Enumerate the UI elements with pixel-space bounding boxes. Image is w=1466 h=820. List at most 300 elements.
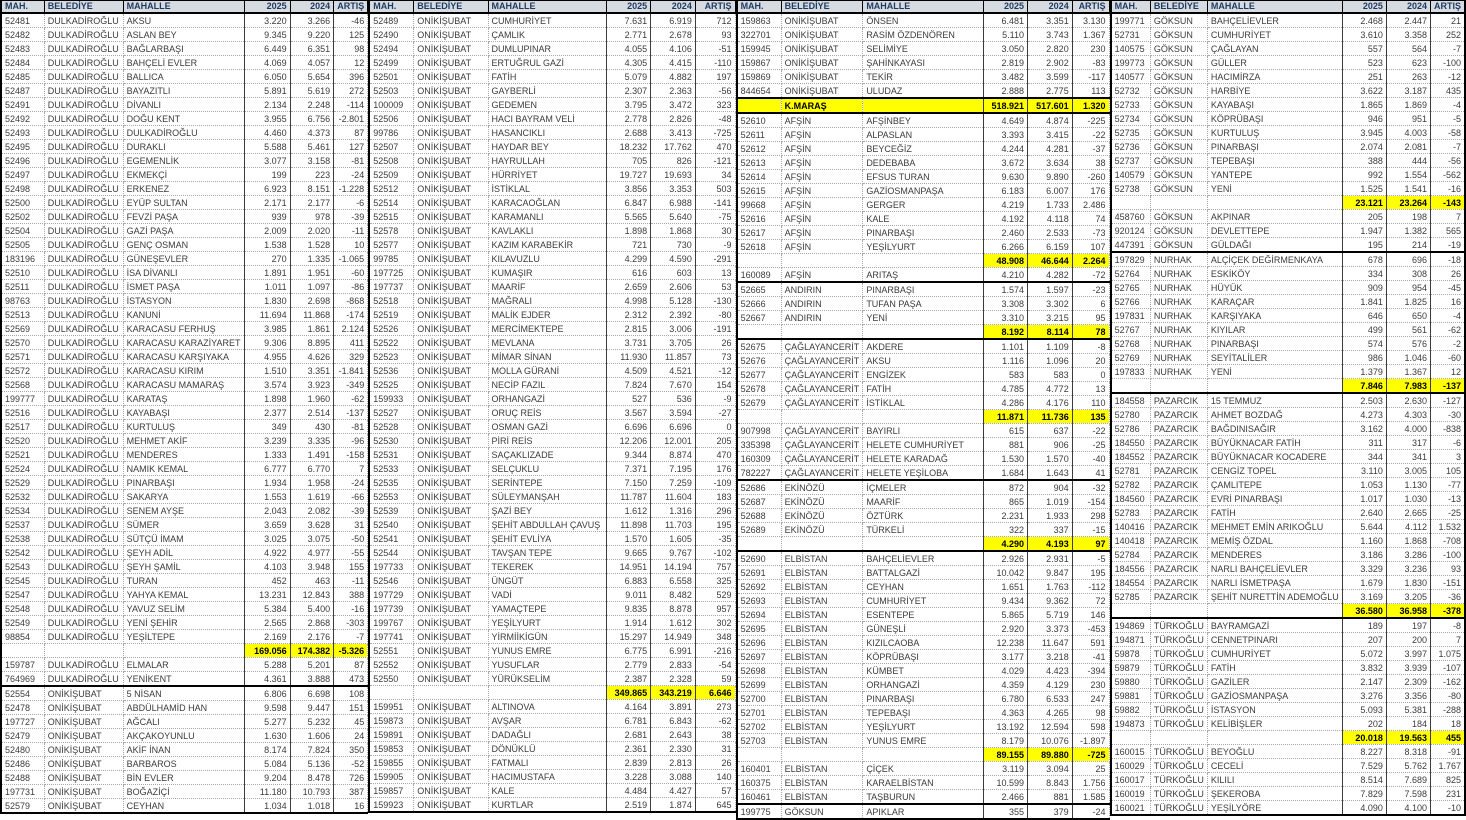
mahalle-name[interactable]: KALE	[863, 212, 984, 226]
value-2024[interactable]: 19.563	[1386, 731, 1430, 745]
mah-code[interactable]: 52491	[1, 98, 44, 112]
value-2024[interactable]: 9.890	[1028, 170, 1073, 184]
artis-value[interactable]: -453	[1072, 622, 1109, 636]
value-2025[interactable]: 251	[1342, 70, 1386, 84]
belediye-name[interactable]	[781, 537, 863, 552]
value-2024[interactable]: 89.880	[1028, 748, 1073, 762]
belediye-name[interactable]: ONİKİŞUBAT	[414, 672, 488, 686]
value-2025[interactable]: 388	[1342, 154, 1386, 168]
value-2025[interactable]: 195	[1342, 238, 1386, 253]
mahalle-name[interactable]	[863, 254, 984, 268]
mahalle-name[interactable]: GEDEMEN	[488, 98, 607, 112]
value-2024[interactable]: 4.129	[1028, 678, 1073, 692]
belediye-name[interactable]	[1150, 379, 1207, 394]
value-2024[interactable]: 11.647	[1028, 636, 1073, 650]
belediye-name[interactable]	[414, 686, 488, 700]
mahalle-name[interactable]: ORHANGAZİ	[488, 392, 607, 406]
mahalle-name[interactable]	[863, 325, 984, 340]
belediye-name[interactable]: ONİKİŞUBAT	[44, 686, 123, 701]
value-2025[interactable]: 1.525	[1342, 182, 1386, 196]
artis-value[interactable]: 273	[695, 700, 735, 714]
belediye-name[interactable]: ONİKİŞUBAT	[414, 42, 488, 56]
col-header-mahalle[interactable]: MAHALLE	[1207, 1, 1342, 14]
value-2025[interactable]: 11.787	[607, 490, 651, 504]
artis-value[interactable]: -62	[334, 392, 368, 406]
belediye-name[interactable]: DULKADİROĞLU	[44, 406, 123, 420]
value-2025[interactable]: 4.286	[984, 396, 1028, 410]
col-header-mahalle[interactable]: MAHALLE	[123, 1, 244, 14]
value-2025[interactable]: 3.220	[244, 13, 290, 28]
value-2025[interactable]: 6.781	[607, 714, 651, 728]
mahalle-name[interactable]: ARITAŞ	[863, 268, 984, 283]
value-2024[interactable]: 3.215	[1028, 311, 1073, 325]
mah-code[interactable]: 160401	[737, 762, 782, 776]
mahalle-name[interactable]: KARAÇAR	[1207, 295, 1342, 309]
mahalle-name[interactable]: KILAVUZLU	[488, 252, 607, 266]
value-2024[interactable]: 4.000	[1386, 422, 1430, 436]
mah-code[interactable]: 52542	[1, 546, 44, 560]
mahalle-name[interactable]: YENİ	[1207, 365, 1342, 379]
artis-value[interactable]: -12	[695, 364, 735, 378]
mahalle-name[interactable]: ŞEHİT EVLİYA	[488, 532, 607, 546]
value-2025[interactable]: 1.898	[607, 224, 651, 238]
value-2025[interactable]: 5.084	[244, 757, 290, 771]
mah-code[interactable]: 52518	[369, 294, 414, 308]
mah-code[interactable]: 52678	[737, 382, 782, 396]
belediye-name[interactable]: ONİKİŞUBAT	[44, 701, 123, 715]
mah-code[interactable]: 52534	[1, 504, 44, 518]
mahalle-name[interactable]: PINARBAŞI	[863, 282, 984, 297]
mahalle-name[interactable]: YÜRÜKSELİM	[488, 672, 607, 686]
mah-code[interactable]: 159905	[369, 770, 414, 784]
mahalle-name[interactable]: YENİ	[863, 311, 984, 325]
artis-value[interactable]: -143	[1430, 196, 1465, 210]
value-2024[interactable]: 1.096	[1028, 354, 1073, 368]
belediye-name[interactable]: PAZARCIK	[1150, 506, 1207, 520]
value-2024[interactable]: 4.003	[1386, 126, 1430, 140]
value-2024[interactable]: 2.081	[1386, 140, 1430, 154]
artis-value[interactable]: -54	[695, 658, 735, 672]
col-header-mah[interactable]: MAH.	[1, 1, 44, 14]
mah-code[interactable]: 52610	[737, 113, 782, 128]
mahalle-name[interactable]: FEVZİ PAŞA	[123, 210, 244, 224]
mahalle-name[interactable]: MAARİF	[863, 495, 984, 509]
mah-code[interactable]: 52735	[1111, 126, 1151, 140]
mahalle-name[interactable]: BİN EVLER	[123, 771, 244, 785]
value-2024[interactable]: 8.895	[290, 336, 334, 350]
mahalle-name[interactable]: YEŞİLYÖRE	[1207, 801, 1342, 816]
value-2024[interactable]: 4.977	[290, 546, 334, 560]
mah-code[interactable]: 52765	[1111, 281, 1151, 295]
value-2025[interactable]: 1.841	[1342, 295, 1386, 309]
mahalle-name[interactable]: HACIMUSTAFA	[488, 770, 607, 784]
belediye-name[interactable]: ONİKİŞUBAT	[414, 742, 488, 756]
mahalle-name[interactable]: GAZİOSMANPAŞA	[863, 184, 984, 198]
artis-value[interactable]: 18	[1430, 717, 1465, 731]
value-2025[interactable]: 344	[1342, 450, 1386, 464]
value-2025[interactable]: 9.835	[607, 602, 651, 616]
value-2025[interactable]: 5.891	[244, 84, 290, 98]
artis-value[interactable]: -75	[695, 210, 735, 224]
value-2025[interactable]: 3.177	[984, 650, 1028, 664]
mah-code[interactable]: 447391	[1111, 238, 1151, 253]
artis-value[interactable]: -225	[1072, 113, 1109, 128]
value-2025[interactable]: 3.610	[1342, 28, 1386, 42]
value-2024[interactable]: 3.205	[1386, 590, 1430, 604]
value-2024[interactable]: 6.919	[651, 13, 696, 28]
value-2025[interactable]: 865	[984, 495, 1028, 509]
value-2024[interactable]: 7.598	[1386, 787, 1430, 801]
artis-value[interactable]: 1.532	[1430, 520, 1465, 534]
artis-value[interactable]: 26	[695, 336, 735, 350]
mahalle-name[interactable]: HAYRULLAH	[488, 154, 607, 168]
belediye-name[interactable]: ONİKİŞUBAT	[414, 70, 488, 84]
mahalle-name[interactable]: ERKENEZ	[123, 182, 244, 196]
value-2024[interactable]: 9.767	[651, 546, 696, 560]
belediye-name[interactable]: DULKADİROĞLU	[44, 308, 123, 322]
mah-code[interactable]: 52764	[1111, 267, 1151, 281]
artis-value[interactable]: -51	[695, 42, 735, 56]
belediye-name[interactable]: DULKADİROĞLU	[44, 28, 123, 42]
value-2025[interactable]: 13.192	[984, 720, 1028, 734]
artis-value[interactable]: -158	[334, 448, 368, 462]
artis-value[interactable]: -1.841	[334, 364, 368, 378]
artis-value[interactable]: -52	[334, 757, 368, 771]
mah-code[interactable]: 52514	[369, 196, 414, 210]
artis-value[interactable]: -7	[334, 630, 368, 644]
mahalle-name[interactable]: OSMAN GAZİ	[488, 420, 607, 434]
value-2025[interactable]: 4.069	[244, 56, 290, 70]
mah-code[interactable]: 52614	[737, 170, 782, 184]
mah-code[interactable]: 52522	[369, 336, 414, 350]
mah-code[interactable]: 199773	[1111, 56, 1151, 70]
mah-code[interactable]: 52766	[1111, 295, 1151, 309]
belediye-name[interactable]: TÜRKOĞLU	[1150, 633, 1207, 647]
artis-value[interactable]: -2	[1430, 337, 1465, 351]
value-2025[interactable]: 3.310	[984, 311, 1028, 325]
value-2024[interactable]: 2.606	[651, 280, 696, 294]
mah-code[interactable]: 52690	[737, 551, 782, 566]
mahalle-name[interactable]: MAĞRALI	[488, 294, 607, 308]
mah-code[interactable]	[737, 98, 782, 113]
mahalle-name[interactable]: KAYABAŞI	[123, 406, 244, 420]
artis-value[interactable]: 140	[695, 770, 735, 784]
mah-code[interactable]: 52492	[1, 112, 44, 126]
value-2025[interactable]: 1.679	[1342, 576, 1386, 590]
mahalle-name[interactable]: KÜMBET	[863, 664, 984, 678]
mah-code[interactable]: 52665	[737, 282, 782, 297]
value-2024[interactable]: 7.670	[651, 378, 696, 392]
value-2024[interactable]: 4.590	[651, 252, 696, 266]
value-2025[interactable]: 1.333	[244, 448, 290, 462]
belediye-name[interactable]: ONİKİŞUBAT	[414, 84, 488, 98]
mah-code[interactable]: 52515	[369, 210, 414, 224]
mahalle-name[interactable]: YUNUS EMRE	[488, 644, 607, 658]
value-2024[interactable]: 3.415	[1028, 128, 1073, 142]
mahalle-name[interactable]: AHMET BOZDAĞ	[1207, 408, 1342, 422]
mahalle-name[interactable]: GENÇ OSMAN	[123, 238, 244, 252]
mahalle-name[interactable]: ESENTEPE	[863, 608, 984, 622]
value-2024[interactable]: 8.478	[290, 771, 334, 785]
artis-value[interactable]: -32	[1072, 480, 1109, 495]
mah-code[interactable]: 52613	[737, 156, 782, 170]
mah-code[interactable]: 52524	[1, 462, 44, 476]
value-2024[interactable]: 14.194	[651, 560, 696, 574]
value-2024[interactable]: 3.088	[651, 770, 696, 784]
mahalle-name[interactable]: YEŞİLYURT	[488, 616, 607, 630]
artis-value[interactable]: -72	[1072, 268, 1109, 283]
artis-value[interactable]: 110	[1072, 396, 1109, 410]
value-2024[interactable]: 1.733	[1028, 198, 1073, 212]
mahalle-name[interactable]: ABDÜLHAMİD HAN	[123, 701, 244, 715]
value-2024[interactable]: 2.931	[1028, 551, 1073, 566]
value-2025[interactable]: 678	[1342, 252, 1386, 267]
mahalle-name[interactable]: TAŞBURUN	[863, 790, 984, 805]
artis-value[interactable]: -73	[1072, 226, 1109, 240]
value-2025[interactable]: 3.856	[607, 182, 651, 196]
mah-code[interactable]: 52526	[369, 322, 414, 336]
value-2024[interactable]: 3.939	[1386, 661, 1430, 675]
value-2025[interactable]: 2.460	[984, 226, 1028, 240]
value-2025[interactable]: 2.815	[607, 322, 651, 336]
belediye-name[interactable]: ELBİSTAN	[781, 734, 863, 748]
mah-code[interactable]: 140577	[1111, 70, 1151, 84]
mah-code[interactable]: 52676	[737, 354, 782, 368]
artis-value[interactable]: -349	[334, 378, 368, 392]
belediye-name[interactable]: ONİKİŞUBAT	[414, 182, 488, 196]
value-2025[interactable]: 3.945	[1342, 126, 1386, 140]
value-2025[interactable]: 8.179	[984, 734, 1028, 748]
value-2024[interactable]: 536	[651, 392, 696, 406]
mahalle-name[interactable]: ULUDAZ	[863, 84, 984, 99]
mahalle-name[interactable]: EKMEKÇİ	[123, 168, 244, 182]
artis-value[interactable]: 25	[1072, 762, 1109, 776]
mahalle-name[interactable]	[1207, 604, 1342, 619]
value-2024[interactable]: 1.030	[1386, 492, 1430, 506]
belediye-name[interactable]: TÜRKOĞLU	[1150, 618, 1207, 633]
mah-code[interactable]: 52701	[737, 706, 782, 720]
value-2024[interactable]: 2.248	[290, 98, 334, 112]
value-2024[interactable]: 3.351	[1028, 13, 1073, 28]
artis-value[interactable]: -109	[695, 476, 735, 490]
value-2025[interactable]: 4.359	[984, 678, 1028, 692]
value-2024[interactable]: 9.362	[1028, 594, 1073, 608]
value-2025[interactable]: 3.186	[1342, 548, 1386, 562]
artis-value[interactable]: 98	[334, 42, 368, 56]
belediye-name[interactable]: AFŞİN	[781, 170, 863, 184]
belediye-name[interactable]: NURHAK	[1150, 323, 1207, 337]
value-2024[interactable]: 5.654	[290, 70, 334, 84]
value-2025[interactable]: 19.727	[607, 168, 651, 182]
mah-code[interactable]: 52486	[1, 757, 44, 771]
value-2025[interactable]: 8.227	[1342, 745, 1386, 759]
artis-value[interactable]: -60	[1430, 351, 1465, 365]
value-2024[interactable]: 3.743	[1028, 28, 1073, 42]
artis-value[interactable]: 13	[695, 266, 735, 280]
mah-code[interactable]: 100009	[369, 98, 414, 112]
artis-value[interactable]: 107	[1072, 240, 1109, 254]
value-2025[interactable]: 3.795	[607, 98, 651, 112]
value-2025[interactable]: 1.830	[244, 294, 290, 308]
value-2024[interactable]: 5.136	[290, 757, 334, 771]
artis-value[interactable]: 0	[695, 420, 735, 434]
mah-code[interactable]: 52675	[737, 339, 782, 354]
value-2024[interactable]: 4.265	[1028, 706, 1073, 720]
mahalle-name[interactable]: BAĞLARBAŞI	[123, 42, 244, 56]
belediye-name[interactable]: AFŞİN	[781, 268, 863, 283]
value-2025[interactable]: 2.377	[244, 406, 290, 420]
value-2025[interactable]: 6.780	[984, 692, 1028, 706]
value-2025[interactable]: 3.329	[1342, 562, 1386, 576]
mah-code[interactable]: 907998	[737, 424, 782, 438]
value-2025[interactable]: 2.779	[607, 658, 651, 672]
mahalle-name[interactable]: SÜLEYMANŞAH	[488, 490, 607, 504]
value-2025[interactable]: 5.277	[244, 715, 290, 729]
value-2025[interactable]: 583	[984, 368, 1028, 382]
belediye-name[interactable]: PAZARCIK	[1150, 450, 1207, 464]
mahalle-name[interactable]: KÖPRÜBAŞI	[863, 650, 984, 664]
mahalle-name[interactable]: RASİM ÖZDENÖREN	[863, 28, 984, 42]
value-2024[interactable]: 696	[1386, 252, 1430, 267]
artis-value[interactable]: -39	[334, 210, 368, 224]
mah-code[interactable]: 52577	[369, 238, 414, 252]
mahalle-name[interactable]: FATİH	[1207, 506, 1342, 520]
mah-code[interactable]: 159787	[1, 658, 44, 672]
value-2025[interactable]: 872	[984, 480, 1028, 495]
value-2024[interactable]: 2.678	[651, 28, 696, 42]
belediye-name[interactable]: DULKADİROĞLU	[44, 322, 123, 336]
artis-value[interactable]: 329	[334, 350, 368, 364]
artis-value[interactable]: -11	[334, 224, 368, 238]
artis-value[interactable]: 135	[1072, 410, 1109, 424]
artis-value[interactable]: 12	[1430, 365, 1465, 379]
col-header-belediye[interactable]: BELEDİYE	[1150, 1, 1207, 14]
value-2024[interactable]: 1.316	[651, 504, 696, 518]
value-2025[interactable]: 909	[1342, 281, 1386, 295]
mahalle-name[interactable]: SAKARYA	[123, 490, 244, 504]
mah-code[interactable]: 52540	[369, 518, 414, 532]
value-2024[interactable]: 8.151	[290, 182, 334, 196]
value-2024[interactable]: 1.554	[1386, 168, 1430, 182]
belediye-name[interactable]: GÖKSUN	[1150, 224, 1207, 238]
value-2025[interactable]: 10.042	[984, 566, 1028, 580]
value-2024[interactable]: 3.599	[1028, 70, 1073, 84]
belediye-name[interactable]: ONİKİŞUBAT	[414, 154, 488, 168]
col-header-artis[interactable]: ARTIŞ	[1430, 1, 1465, 14]
belediye-name[interactable]: TÜRKOĞLU	[1150, 801, 1207, 816]
belediye-name[interactable]: TÜRKOĞLU	[1150, 689, 1207, 703]
value-2024[interactable]: 1.825	[1386, 295, 1430, 309]
mah-code[interactable]	[369, 686, 414, 700]
artis-value[interactable]: -725	[695, 126, 735, 140]
value-2024[interactable]: 2.820	[1028, 42, 1073, 56]
value-2025[interactable]: 48.908	[984, 254, 1028, 268]
mah-code[interactable]: 52508	[369, 154, 414, 168]
mah-code[interactable]: 844654	[737, 84, 782, 99]
value-2025[interactable]: 616	[607, 266, 651, 280]
artis-value[interactable]: 13	[1072, 382, 1109, 396]
mah-code[interactable]	[1111, 196, 1151, 210]
value-2025[interactable]: 2.361	[607, 742, 651, 756]
belediye-name[interactable]: ONİKİŞUBAT	[414, 350, 488, 364]
mahalle-name[interactable]: MEMİŞ ÖZDAL	[1207, 534, 1342, 548]
mah-code[interactable]: 458760	[1111, 210, 1151, 224]
belediye-name[interactable]: PAZARCIK	[1150, 464, 1207, 478]
belediye-name[interactable]: ONİKİŞUBAT	[414, 504, 488, 518]
belediye-name[interactable]: DULKADİROĞLU	[44, 658, 123, 672]
belediye-name[interactable]: ANDIRIN	[781, 282, 863, 297]
mahalle-name[interactable]: 15 TEMMUZ	[1207, 393, 1342, 408]
artis-value[interactable]: 6	[1072, 297, 1109, 311]
value-2025[interactable]: 557	[1342, 42, 1386, 56]
artis-value[interactable]: -1.228	[334, 182, 368, 196]
mah-code[interactable]: 52782	[1111, 478, 1151, 492]
belediye-name[interactable]: ÇAĞLAYANCERİT	[781, 382, 863, 396]
col-header-artis[interactable]: ARTIŞ	[695, 1, 735, 14]
artis-value[interactable]: 598	[1072, 720, 1109, 734]
mah-code[interactable]: 52484	[1, 56, 44, 70]
mahalle-name[interactable]: YENİ	[1207, 182, 1342, 196]
belediye-name[interactable]: GÖKSUN	[1150, 168, 1207, 182]
mah-code[interactable]: 52489	[369, 13, 414, 28]
artis-value[interactable]: -1.897	[1072, 734, 1109, 748]
belediye-name[interactable]: GÖKSUN	[1150, 182, 1207, 196]
value-2024[interactable]: 8.482	[651, 588, 696, 602]
belediye-name[interactable]: ONİKİŞUBAT	[414, 798, 488, 813]
belediye-name[interactable]: DULKADİROĞLU	[44, 13, 123, 28]
mah-code[interactable]: 159853	[369, 742, 414, 756]
value-2025[interactable]: 3.308	[984, 297, 1028, 311]
belediye-name[interactable]: ONİKİŞUBAT	[414, 140, 488, 154]
mahalle-name[interactable]: HÜYÜK	[1207, 281, 1342, 295]
belediye-name[interactable]: DULKADİROĞLU	[44, 42, 123, 56]
artis-value[interactable]: -62	[1430, 323, 1465, 337]
value-2025[interactable]: 9.434	[984, 594, 1028, 608]
value-2025[interactable]: 322	[984, 523, 1028, 537]
mah-code[interactable]: 52531	[369, 448, 414, 462]
artis-value[interactable]: 7	[1430, 210, 1465, 224]
mahalle-name[interactable]: FATİH	[1207, 661, 1342, 675]
belediye-name[interactable]: ONİKİŞUBAT	[414, 714, 488, 728]
value-2024[interactable]: 3.997	[1386, 647, 1430, 661]
value-2024[interactable]: 5.719	[1028, 608, 1073, 622]
value-2025[interactable]: 1.553	[244, 490, 290, 504]
belediye-name[interactable]: GÖKSUN	[1150, 42, 1207, 56]
mah-code[interactable]: 52554	[1, 686, 44, 701]
mahalle-name[interactable]: AKİF İNAN	[123, 743, 244, 757]
mah-code[interactable]: 52570	[1, 336, 44, 350]
value-2024[interactable]: 444	[1386, 154, 1430, 168]
mahalle-name[interactable]: PINARBAŞI	[863, 226, 984, 240]
value-2024[interactable]: 341	[1386, 450, 1430, 464]
mah-code[interactable]: 52546	[369, 574, 414, 588]
belediye-name[interactable]: ELBİSTAN	[781, 622, 863, 636]
mah-code[interactable]: 52528	[369, 420, 414, 434]
mah-code[interactable]: 52703	[737, 734, 782, 748]
belediye-name[interactable]: ÇAĞLAYANCERİT	[781, 368, 863, 382]
belediye-name[interactable]: DULKADİROĞLU	[44, 224, 123, 238]
artis-value[interactable]: 195	[695, 518, 735, 532]
value-2024[interactable]: 3.891	[651, 700, 696, 714]
value-2024[interactable]: 198	[1386, 210, 1430, 224]
mah-code[interactable]: 52699	[737, 678, 782, 692]
mahalle-name[interactable]: TURAN	[123, 574, 244, 588]
belediye-name[interactable]	[1150, 604, 1207, 619]
mah-code[interactable]: 52781	[1111, 464, 1151, 478]
mahalle-name[interactable]: KAZIM KARABEKİR	[488, 238, 607, 252]
mah-code[interactable]: 52488	[1, 771, 44, 785]
value-2024[interactable]: 4.057	[290, 56, 334, 70]
